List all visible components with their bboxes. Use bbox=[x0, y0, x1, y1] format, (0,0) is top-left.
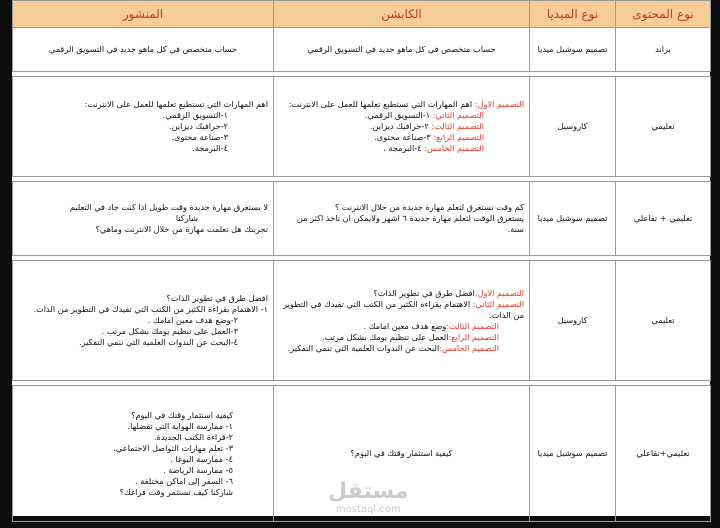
header-content-type: نوع المحتوى bbox=[616, 1, 711, 28]
cell-caption bbox=[274, 77, 530, 177]
post-line: ٤-البرمجة. bbox=[192, 143, 228, 153]
post-line: ٢-وضع هدف معين امامك . bbox=[147, 315, 238, 325]
design-label: التصميم الاول: bbox=[474, 99, 524, 109]
cell-media-type: كاروسيل bbox=[530, 77, 616, 177]
content-plan-sheet bbox=[12, 0, 710, 516]
design-label: التصميم الثاني: bbox=[432, 110, 484, 120]
post-line: ١- ممارسة الهواية التي تفضلها. bbox=[127, 420, 233, 431]
post-line: كيفية استثمار وقتك في اليوم؟ bbox=[131, 409, 233, 420]
caption-line bbox=[279, 132, 524, 143]
post-line: ١- الاهتمام بقراءة الكثير من الكتب التي تفيدك في التطوير من الذات. bbox=[33, 304, 268, 314]
header-caption: الكابشن bbox=[274, 1, 530, 28]
header-post: المنشور bbox=[13, 1, 274, 28]
cell-caption bbox=[274, 261, 530, 381]
post-line: ٤-البحث عن الندوات العلمية التي تنمي التفكير. bbox=[78, 337, 238, 347]
post-line: ٣-صناعة محتوى. bbox=[171, 132, 228, 142]
table-row bbox=[13, 77, 711, 177]
post-line: ٦- السفر إلى اماكن مختلفة . bbox=[135, 475, 233, 486]
design-label: التصميم الاول: bbox=[474, 287, 524, 298]
post-line: اهم المهارات التي تستطيع تعلمها للعمل على الانترنت: bbox=[84, 99, 268, 109]
cell-content-type: تعليمي bbox=[616, 77, 711, 177]
cell-content-type: براند bbox=[616, 28, 711, 72]
cell-post bbox=[13, 261, 274, 381]
cell-media-type: تصميم سوشيل ميديا bbox=[530, 182, 616, 256]
post-line: ٤- ممارسة اليوغا . bbox=[170, 453, 233, 464]
design-label: التصميم الخامس: bbox=[424, 143, 484, 153]
post-line: ١-التسويق الرقمي. bbox=[162, 110, 228, 120]
caption-line bbox=[279, 321, 524, 332]
cell-content-type: تعليمي + تفاعلي bbox=[616, 182, 711, 256]
design-label: التصميم الثاني: bbox=[472, 298, 524, 309]
design-text: ٢-جرافيك ديزاين. bbox=[369, 121, 432, 131]
caption-line bbox=[279, 121, 524, 132]
design-text: افضل طرق في تطوير الذات؟ bbox=[373, 287, 475, 298]
design-text: الاهتمام بقراءة الكثير من الكتب التي تفيدك في التطوير من الذات. bbox=[283, 298, 524, 320]
caption-line: كيفية استثمار وقتك في اليوم؟ bbox=[350, 448, 453, 458]
design-text: وضع هدف معين امامك . bbox=[363, 320, 447, 331]
post-line: ٣-العمل على تنظيم يومك بشكل مرتب . bbox=[101, 326, 238, 336]
mostaql-watermark bbox=[328, 480, 408, 515]
header-row bbox=[13, 1, 711, 28]
post-line: ٢-جرافيك ديزاين. bbox=[169, 121, 228, 131]
cell-media-type: كاروسيل bbox=[530, 261, 616, 381]
design-label: التصميم الرابع: bbox=[448, 331, 499, 342]
post-line: ٣- تعلم مهارات التواصل الاجتماعي. bbox=[113, 442, 233, 453]
table-row bbox=[13, 261, 711, 381]
design-label: التصميم الثالث: bbox=[431, 121, 484, 131]
caption-line bbox=[279, 332, 524, 343]
watermark-domain: mostaql.com bbox=[335, 504, 401, 515]
cell-content-type: تعليمي+تفاعلي bbox=[616, 386, 711, 522]
post-line: ٢-قراءة الكتب الجديدة. bbox=[153, 431, 233, 442]
design-text: ٣-صناعة محتوى. bbox=[374, 132, 434, 142]
caption-line: حساب متخصص في كل ماهو جديد في التسويق الرقمي bbox=[307, 44, 496, 54]
caption-line bbox=[279, 143, 524, 154]
caption-line: كم وقت تستغرق لتعلم مهارة جديدة من خلال الانترنت ؟ bbox=[334, 202, 524, 212]
table-row bbox=[13, 28, 711, 72]
caption-line bbox=[279, 110, 524, 121]
design-text: العمل على تنظيم يومك بشكل مرتب. bbox=[322, 331, 449, 342]
cell-post bbox=[13, 28, 274, 72]
design-text: ١-التسويق الرقمي. bbox=[364, 110, 433, 120]
cell-post bbox=[13, 386, 274, 522]
caption-line bbox=[279, 99, 524, 110]
caption-line bbox=[279, 288, 524, 299]
caption-line bbox=[279, 343, 524, 354]
cell-post bbox=[13, 77, 274, 177]
cell-caption bbox=[274, 182, 530, 256]
table-row bbox=[13, 182, 711, 256]
header-media-type: نوع الميديا bbox=[530, 1, 616, 28]
design-label: التصميم الخامس: bbox=[439, 342, 499, 353]
cell-media-type: تصميم سوشيل ميديا bbox=[530, 386, 616, 522]
post-line: شاركنا كيف تستثمر وقت فراغك؟ bbox=[119, 486, 233, 497]
caption-line: يستغرق الوقت لتعلم مهارة جديدة ٦ اشهر ولايمكن ان تاخذ اكثر من سنة. bbox=[296, 213, 524, 234]
cell-media-type: تصميم سوشيل ميديا bbox=[530, 28, 616, 72]
post-line: افضل طرق في تطوير الذات؟ bbox=[166, 293, 268, 303]
cell-caption bbox=[274, 28, 530, 72]
design-label: التصميم الرابع: bbox=[433, 132, 484, 142]
design-text: البحث عن الندوات العلمية التي تنمي التفكير. bbox=[287, 342, 440, 353]
post-line: تجربتك هل تعلمت مهارة من خلال الانترنت وماهي؟ bbox=[95, 224, 268, 234]
post-line: شاركنا bbox=[175, 213, 198, 223]
post-line: لا يستغرق مهارة جديدة وقت طويل اذا كنت جاد في التعليم bbox=[69, 202, 268, 212]
watermark-brand: مستقل bbox=[328, 479, 409, 504]
design-text: ٤-البرمجة . bbox=[383, 143, 425, 153]
post-line: حساب متخصص في كل ماهو جديد في التسويق الرقمي bbox=[48, 44, 238, 54]
caption-line bbox=[279, 299, 524, 321]
cell-post bbox=[13, 182, 274, 256]
content-plan-table bbox=[12, 0, 711, 522]
cell-content-type: تعليمي bbox=[616, 261, 711, 381]
design-text: اهم المهارات التي تستطيع تعلمها للعمل على الانترنت: bbox=[288, 99, 475, 109]
post-line: ٥- ممارسة الرياضة . bbox=[163, 464, 233, 475]
design-label: التصميم الثالث: bbox=[446, 320, 499, 331]
